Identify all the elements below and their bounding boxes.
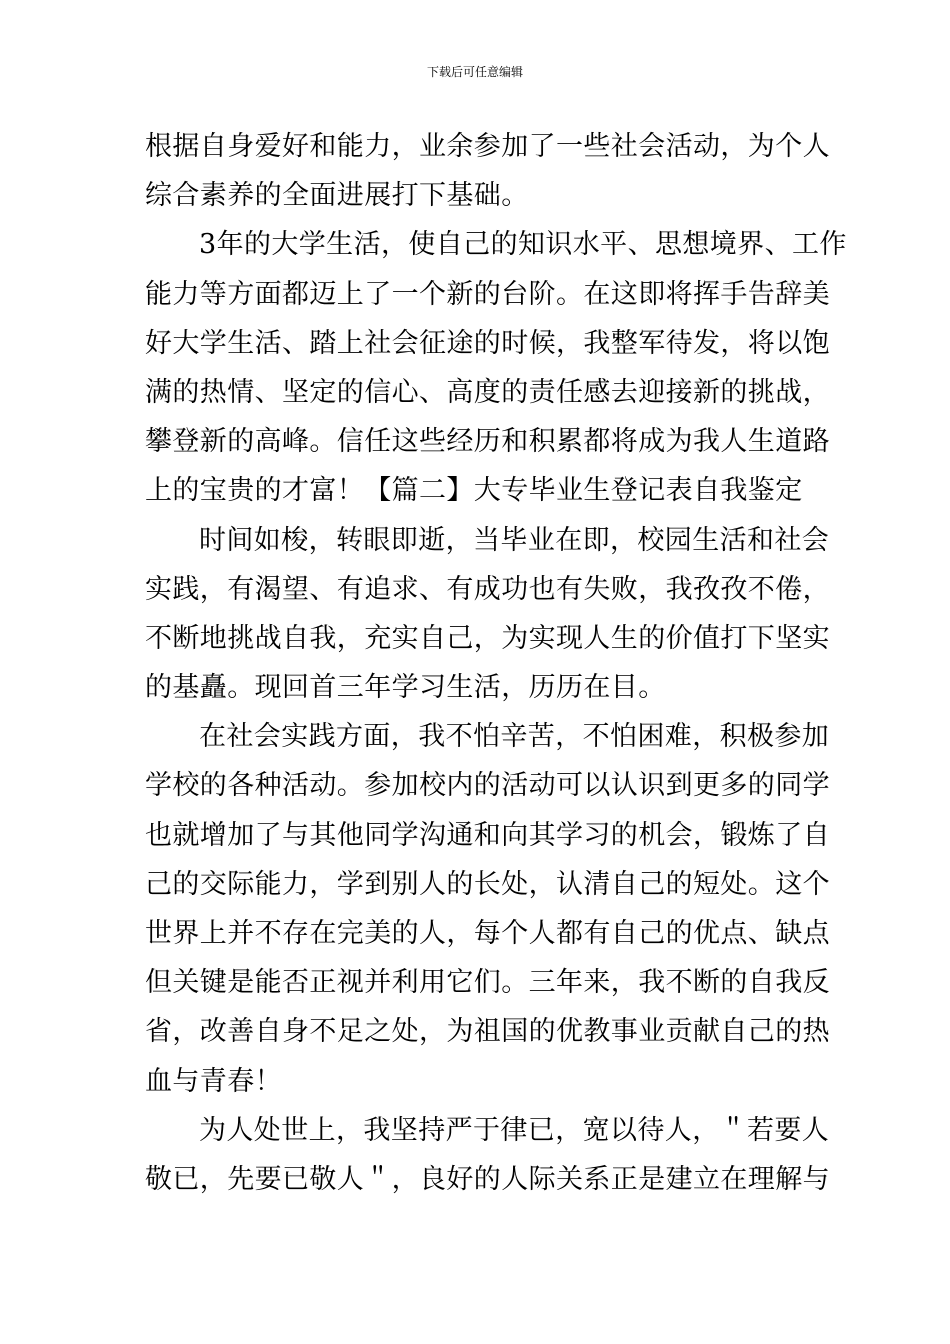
document-body [145, 122, 847, 1204]
text-line: 好大学生活、踏上社会征途的时候，我整军待发，将以饱 [145, 327, 830, 359]
text-line: 能力等方面都迈上了一个新的台阶。在这即将挥手告辞美 [145, 278, 830, 310]
text-line: 上的宝贵的才富！【篇二】大专毕业生登记表自我鉴定 [145, 475, 803, 507]
page-header-note: 下载后可任意编辑 [426, 65, 523, 79]
text-line: 世界上并不存在完美的人，每个人都有自己的优点、缺点 [145, 918, 830, 949]
text-line: 在社会实践方面，我不怕辛苦，不怕困难，积极参加 [199, 721, 830, 753]
text-line: 敬已，先要已敬人＂，良好的人际关系正是建立在理解与 [145, 1163, 830, 1195]
text-line: 血与青春！ [145, 1065, 282, 1097]
text-line: 的基矗。现回首三年学习生活，历历在目。 [145, 672, 666, 704]
text-line: 满的热情、坚定的信心、高度的责任感去迎接新的挑战， [145, 376, 830, 408]
text-line: 根据自身爱好和能力，业余参加了一些社会活动，为个人 [145, 131, 830, 162]
text-line: 但关键是能否正视并利用它们。三年来，我不断的自我反 [145, 967, 830, 999]
text-line: 学校的各种活动。参加校内的活动可以认识到更多的同学 [145, 770, 830, 802]
text-line: 省，改善自身不足之处，为祖国的优教事业贡献自己的热 [145, 1016, 830, 1048]
text-line: 综合素养的全面进展打下基础。 [145, 180, 529, 212]
text-line: 己的交际能力，学到别人的长处，认清自己的短处。这个 [145, 868, 830, 900]
text-line: 不断地挑战自我，充实自己，为实现人生的价值打下坚实 [145, 622, 830, 654]
text-line: 时间如梭，转眼即逝，当毕业在即，校园生活和社会 [199, 524, 830, 556]
text-line: 实践，有渴望、有追求、有成功也有失败，我孜孜不倦， [145, 573, 830, 605]
text-line: 为人处世上，我坚持严于律已，宽以待人，＂若要人 [199, 1114, 830, 1146]
text-line: 3年的大学生活，使自己的知识水平、思想境界、工作 [199, 229, 847, 261]
text-line: 也就增加了与其他同学沟通和向其学习的机会，锻炼了自 [145, 819, 830, 851]
text-line: 攀登新的高峰。信任这些经历和积累都将成为我人生道路 [145, 426, 830, 458]
